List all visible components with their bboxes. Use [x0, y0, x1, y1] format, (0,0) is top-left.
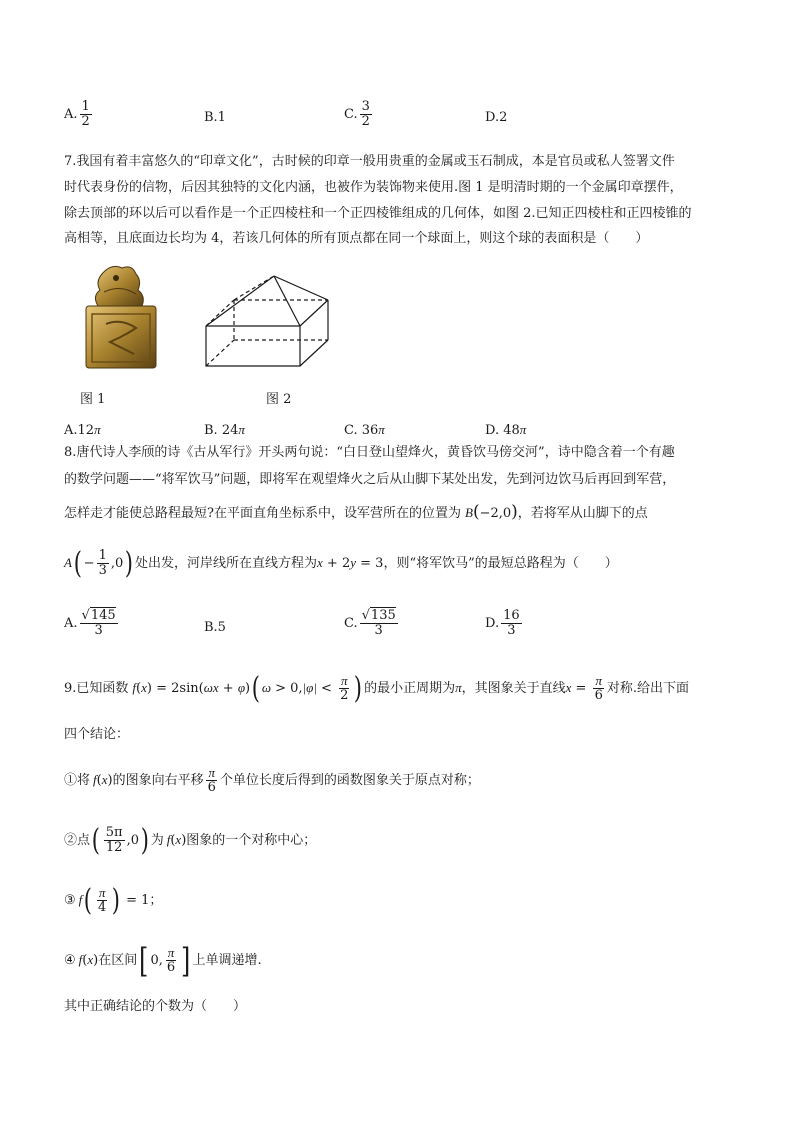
q7-line-3: 除去顶部的环以后可以看作是一个正四棱柱和一个正四棱锥组成的几何体，如图 2.已知正四棱柱和正四棱锥的 — [64, 206, 692, 221]
condition: < — [316, 681, 337, 696]
paren: ( — [84, 882, 93, 918]
fraction — [501, 609, 522, 638]
paren: ( — [91, 822, 100, 858]
seal-photo — [76, 262, 166, 372]
fraction — [338, 674, 350, 703]
omega: ω — [261, 680, 271, 695]
paren: ) — [146, 681, 152, 696]
period: π — [455, 680, 462, 695]
fraction — [593, 674, 605, 703]
numerator: π — [340, 673, 348, 688]
geometry-figure — [200, 270, 334, 370]
q8-line-2: 的数学问题——“将军饮马”问题，即将军在观望烽火之后从山脚下某处出发，先到河边饮马后再回到军营， — [64, 472, 676, 487]
q8-line-1: 8.唐代诗人李颀的诗《古从军行》开头两句说：“白日登山望烽火，黄昏饮马傍交河”，诗中隐含着一个有趣 — [64, 445, 675, 460]
var-x: x — [175, 832, 182, 847]
interval-start: 0, — [150, 953, 163, 968]
paren: ( — [251, 670, 261, 706]
numerator: √135 — [361, 608, 396, 623]
text: 上单调递增. — [192, 953, 262, 968]
q8-option-c — [344, 609, 400, 638]
text: ，其图象关于直线 — [461, 681, 566, 696]
q6-option-d: D.2 — [485, 110, 508, 125]
paren: ) — [354, 670, 363, 706]
point-label: A — [64, 555, 72, 570]
q8-option-b: B.5 — [204, 620, 226, 635]
fig1-caption: 图 1 — [80, 392, 106, 407]
text: ①将 — [64, 773, 91, 788]
denominator: 3 — [507, 623, 516, 638]
radicand: 145 — [90, 608, 116, 623]
paren: ) — [93, 953, 99, 968]
denominator: 6 — [594, 688, 603, 703]
denominator: 2 — [340, 688, 349, 703]
text: ④ — [64, 953, 76, 968]
option-label: C. — [344, 616, 358, 631]
paren: ) — [245, 681, 251, 696]
option-text: D. 48 — [485, 423, 520, 438]
q6-option-b: B.1 — [204, 110, 226, 125]
denominator: 3 — [98, 563, 107, 578]
q9-statement-3 — [64, 880, 162, 921]
option-text: A.12 — [64, 423, 95, 438]
func-f: f — [132, 680, 137, 695]
q9-statement-4 — [64, 940, 262, 981]
q9-final: 其中正确结论的个数为（ ） — [64, 999, 247, 1014]
equation: = 2sin — [151, 681, 199, 696]
q9-line-1 — [64, 668, 689, 709]
denominator: 2 — [361, 114, 370, 129]
paren: ( — [73, 545, 82, 581]
q8-line-3 — [64, 502, 648, 524]
numerator: √145 — [81, 608, 116, 623]
option-label: A. — [64, 616, 78, 631]
option-label: A. — [64, 107, 78, 122]
text: 为 — [150, 833, 164, 848]
paren: ( — [198, 681, 204, 696]
denominator: 3 — [374, 623, 383, 638]
option-label: C. — [344, 107, 358, 122]
point-label: B — [464, 505, 473, 520]
text: = 1； — [122, 893, 163, 908]
paren: ( — [82, 953, 88, 968]
paren: ) — [107, 773, 113, 788]
q7-option-b — [204, 420, 245, 441]
option-label: D. — [485, 616, 500, 631]
radicand: 135 — [370, 608, 396, 623]
fraction — [165, 946, 177, 975]
numerator: 5π — [105, 825, 123, 840]
q6-option-a — [64, 100, 94, 129]
text: ，则“将军饮马”的最短总路程为（ ） — [383, 556, 618, 571]
var-x: x — [141, 680, 147, 695]
paren: ( — [136, 681, 142, 696]
fraction — [96, 886, 108, 915]
plus: + — [218, 681, 238, 696]
paren: ) — [140, 822, 149, 858]
paren: ( — [472, 502, 480, 522]
numerator: π — [98, 885, 106, 900]
q8-option-a — [64, 609, 120, 638]
text: 在区间 — [98, 953, 138, 968]
numerator: 16 — [503, 608, 520, 623]
equation: + 2 — [322, 556, 351, 571]
text: 对称.给出下面 — [606, 681, 689, 696]
option-text: B. 24 — [204, 423, 239, 438]
fraction — [104, 826, 125, 855]
pi-symbol: π — [238, 422, 245, 437]
coordinate: ,0 — [110, 556, 124, 571]
text: 的图象向右平移 — [112, 773, 204, 788]
var-x: x — [565, 680, 572, 695]
q9-statement-2 — [64, 818, 316, 863]
numerator: 3 — [361, 99, 370, 114]
text: 处出发，河岸线所在直线方程为 — [134, 556, 317, 571]
q6-option-c — [344, 100, 374, 129]
func-f: f — [93, 772, 97, 787]
paren: ( — [170, 833, 176, 848]
fraction — [206, 766, 218, 795]
func-f: f — [78, 892, 83, 907]
coordinate: ,0 — [126, 833, 139, 848]
paren: ( — [96, 773, 102, 788]
text: ，若将军从山脚下的点 — [517, 506, 648, 521]
q9-statement-1 — [64, 760, 480, 801]
text: 个单位长度后得到的函数图象关于原点对称； — [219, 773, 480, 788]
option-text: C. 36 — [344, 423, 379, 438]
numerator: 1 — [81, 99, 90, 114]
q7-line-4: 高相等，且底面边长均为 4，若该几何体的所有顶点都在同一个球面上，则这个球的表面积是（ ） — [64, 231, 649, 246]
q9-line-2: 四个结论： — [64, 727, 130, 742]
q8-option-d — [485, 609, 524, 638]
q8-line-4 — [64, 543, 618, 584]
text: ②点 — [64, 833, 91, 848]
fig2-caption: 图 2 — [266, 392, 292, 407]
func-f: f — [166, 832, 171, 847]
var-x: x — [101, 772, 108, 787]
numerator: π — [167, 945, 175, 960]
paren: ) — [112, 882, 121, 918]
numerator: 1 — [98, 548, 107, 563]
var-x: x — [317, 555, 323, 570]
bracket: ] — [181, 940, 191, 981]
var-y: y — [350, 555, 356, 570]
numerator: π — [595, 673, 602, 688]
var-x: x — [87, 952, 94, 967]
q7-option-c — [344, 420, 385, 441]
omega-x: ωx — [203, 680, 219, 695]
denominator: 3 — [94, 623, 103, 638]
denominator: 2 — [81, 114, 90, 129]
text: 怎样走才能使总路程最短?在平面直角坐标系中，设军营所在的位置为 — [64, 506, 461, 521]
pi-symbol: π — [378, 422, 385, 437]
phi: φ — [237, 680, 246, 695]
text: 9.已知函数 — [64, 681, 129, 696]
text: ③ — [64, 893, 76, 908]
denominator: 6 — [166, 960, 176, 975]
fraction — [360, 609, 398, 638]
fraction — [360, 100, 372, 129]
paren: ) — [125, 545, 134, 581]
paren: ) — [181, 833, 187, 848]
q7-line-2: 时代表身份的信物，后因其独特的文化内涵，也被作为装饰物来使用.图 1 是明清时期的一个金属印章摆件， — [64, 180, 683, 195]
q7-option-a — [64, 420, 101, 441]
paren: ) — [511, 502, 518, 522]
denominator: 6 — [207, 780, 216, 795]
numerator: π — [208, 765, 215, 780]
q7-line-1: 7.我国有着丰富悠久的“印章文化”，古时候的印章一般用贵重的金属或玉石制成，本是官员或私人签署文件 — [64, 154, 675, 169]
fraction — [80, 609, 118, 638]
bracket: [ — [139, 940, 149, 981]
equals: = — [571, 681, 591, 696]
text: 图象的一个对称中心； — [186, 833, 317, 848]
fraction — [97, 549, 109, 578]
q7-option-d — [485, 420, 526, 441]
fraction — [80, 100, 92, 129]
minus: − — [83, 556, 95, 571]
denominator: 4 — [98, 900, 107, 915]
pi-symbol: π — [94, 422, 101, 437]
func-f: f — [78, 952, 83, 967]
coordinate: −2,0 — [479, 506, 512, 521]
text: 的最小正周期为 — [364, 681, 456, 696]
denominator: 12 — [105, 840, 123, 855]
abs-phi: |φ| — [302, 680, 317, 695]
pi-symbol: π — [519, 422, 527, 437]
equation: = 3 — [356, 556, 384, 571]
condition: > 0, — [271, 681, 303, 696]
